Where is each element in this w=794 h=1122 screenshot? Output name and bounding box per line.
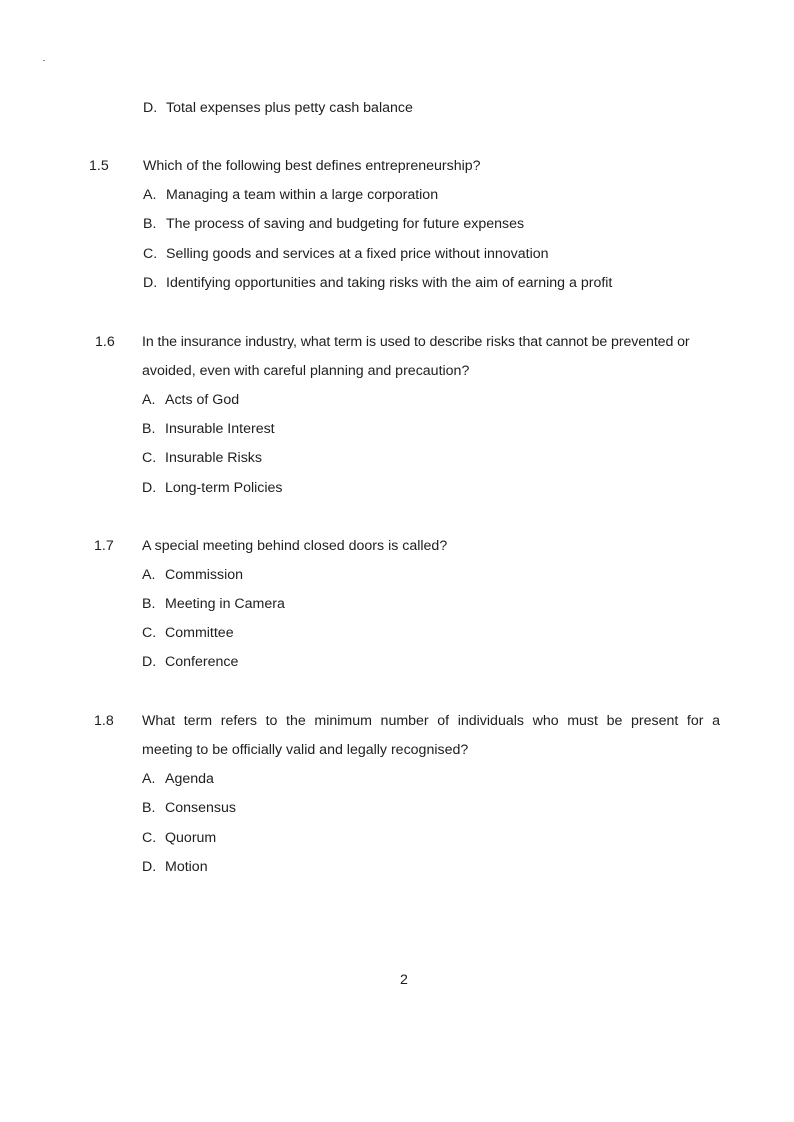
option-text: Commission bbox=[165, 567, 244, 583]
option-text: Acts of God bbox=[165, 392, 240, 408]
question-text-line-1: In the insurance industry, what term is used to describe risks that cannot be prevented or bbox=[142, 334, 690, 350]
option-text: Motion bbox=[165, 859, 208, 875]
option-c bbox=[142, 830, 216, 846]
option-d bbox=[142, 859, 208, 875]
question-text: A special meeting behind closed doors is called? bbox=[142, 538, 448, 554]
option-text: Conference bbox=[165, 654, 239, 670]
question-text-line-1: What term refers to the minimum number of individuals who must be present for a bbox=[142, 713, 720, 729]
option-text: Consensus bbox=[165, 800, 236, 816]
question-text-line-2: meeting to be officially valid and legally recognised? bbox=[142, 742, 469, 758]
scan-speck bbox=[43, 60, 45, 61]
option-text: The process of saving and budgeting for future expenses bbox=[166, 216, 525, 232]
option-a bbox=[142, 771, 214, 787]
option-letter: B. bbox=[142, 800, 156, 816]
option-letter: D. bbox=[142, 480, 157, 496]
option-text: Insurable Interest bbox=[165, 421, 275, 437]
option-b bbox=[142, 800, 236, 816]
option-text: Total expenses plus petty cash balance bbox=[166, 100, 413, 116]
option-text: Identifying opportunities and taking risks with the aim of earning a profit bbox=[166, 275, 613, 291]
question-number: 1.7 bbox=[94, 538, 114, 554]
option-letter: A. bbox=[142, 392, 156, 408]
option-d bbox=[142, 654, 238, 670]
option-a bbox=[142, 392, 239, 408]
option-letter: A. bbox=[143, 187, 157, 203]
option-letter: D. bbox=[142, 859, 157, 875]
page-number: 2 bbox=[400, 972, 408, 988]
option-text: Committee bbox=[165, 625, 234, 641]
option-c bbox=[143, 246, 549, 262]
option-letter: A. bbox=[142, 567, 156, 583]
question-number: 1.5 bbox=[89, 158, 109, 174]
option-text: Quorum bbox=[165, 830, 217, 846]
option-letter: B. bbox=[142, 596, 156, 612]
option-letter: A. bbox=[142, 771, 156, 787]
option-letter: B. bbox=[143, 216, 157, 232]
option-c bbox=[142, 450, 262, 466]
question-number: 1.8 bbox=[94, 713, 114, 729]
option-letter: D. bbox=[143, 275, 158, 291]
option-letter: C. bbox=[142, 450, 157, 466]
option-text: Insurable Risks bbox=[165, 450, 262, 466]
option-a bbox=[143, 187, 438, 203]
option-c bbox=[142, 625, 234, 641]
option-letter: C. bbox=[142, 625, 157, 641]
option-d-carryover bbox=[143, 100, 413, 116]
question-text: Which of the following best defines entrepreneurship? bbox=[143, 158, 481, 174]
option-text: Long-term Policies bbox=[165, 480, 283, 496]
option-letter: B. bbox=[142, 421, 156, 437]
option-d bbox=[143, 275, 612, 291]
option-b bbox=[143, 216, 524, 232]
option-letter: C. bbox=[143, 246, 158, 262]
option-b bbox=[142, 421, 275, 437]
option-text: Selling goods and services at a fixed price without innovation bbox=[166, 246, 549, 262]
option-text: Meeting in Camera bbox=[165, 596, 285, 612]
option-letter: C. bbox=[142, 830, 157, 846]
option-a bbox=[142, 567, 243, 583]
option-b bbox=[142, 596, 285, 612]
option-text: Agenda bbox=[165, 771, 214, 787]
question-number: 1.6 bbox=[95, 334, 115, 350]
option-letter: D. bbox=[142, 654, 157, 670]
option-letter: D. bbox=[143, 100, 158, 116]
question-text-line-2: avoided, even with careful planning and precaution? bbox=[142, 363, 470, 379]
option-text: Managing a team within a large corporation bbox=[166, 187, 439, 203]
option-d bbox=[142, 480, 283, 496]
